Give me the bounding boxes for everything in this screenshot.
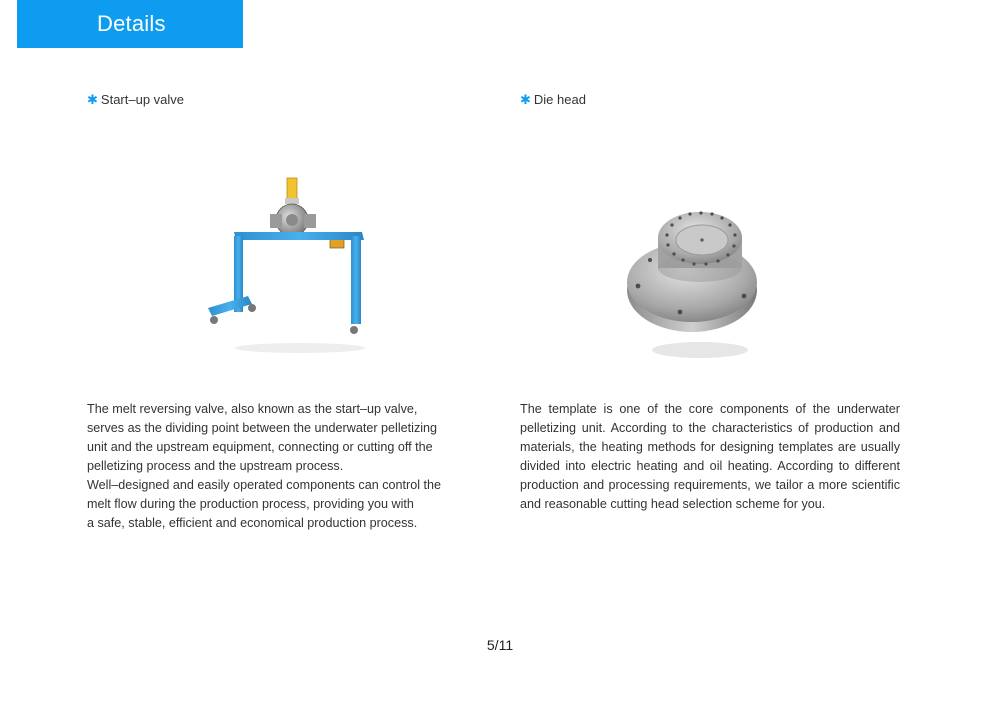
asterisk-icon: ✱ [87, 91, 98, 107]
die-head-section [520, 90, 900, 108]
die-head-image [620, 200, 770, 375]
die-head-title: Die head [533, 91, 586, 107]
asterisk-icon: ✱ [520, 91, 531, 107]
die-head-description: The template is one of the core components of the underwater pelletizing unit. According to the characteristics of production and materials, the heating methods for designing templates are usually divided into electric heating and oil heating. According to different production and processing requirements, we tailor a more scientific and reasonable cutting head selection scheme for you. [520, 402, 900, 511]
start-up-valve-image [200, 170, 370, 365]
page-number: 5/11 [486, 637, 514, 653]
section-title-start-up-valve [87, 90, 472, 108]
start-up-valve-title: Start–up valve [100, 91, 185, 107]
page-title: Details [97, 11, 166, 36]
header-tab [17, 0, 243, 48]
section-title-die-head [520, 90, 900, 108]
start-up-valve-section [87, 90, 472, 108]
start-up-valve-description: The melt reversing valve, also known as the start–up valve, serves as the dividing point between the underwater pelletizing unit and the upstream equipment, connecting or cutting off the pelletizing process and the upstream process. Well–designed and easily operated components can control the melt flow during the production process, providing you with a safe, stable, efficient and economical production process. [87, 402, 442, 530]
